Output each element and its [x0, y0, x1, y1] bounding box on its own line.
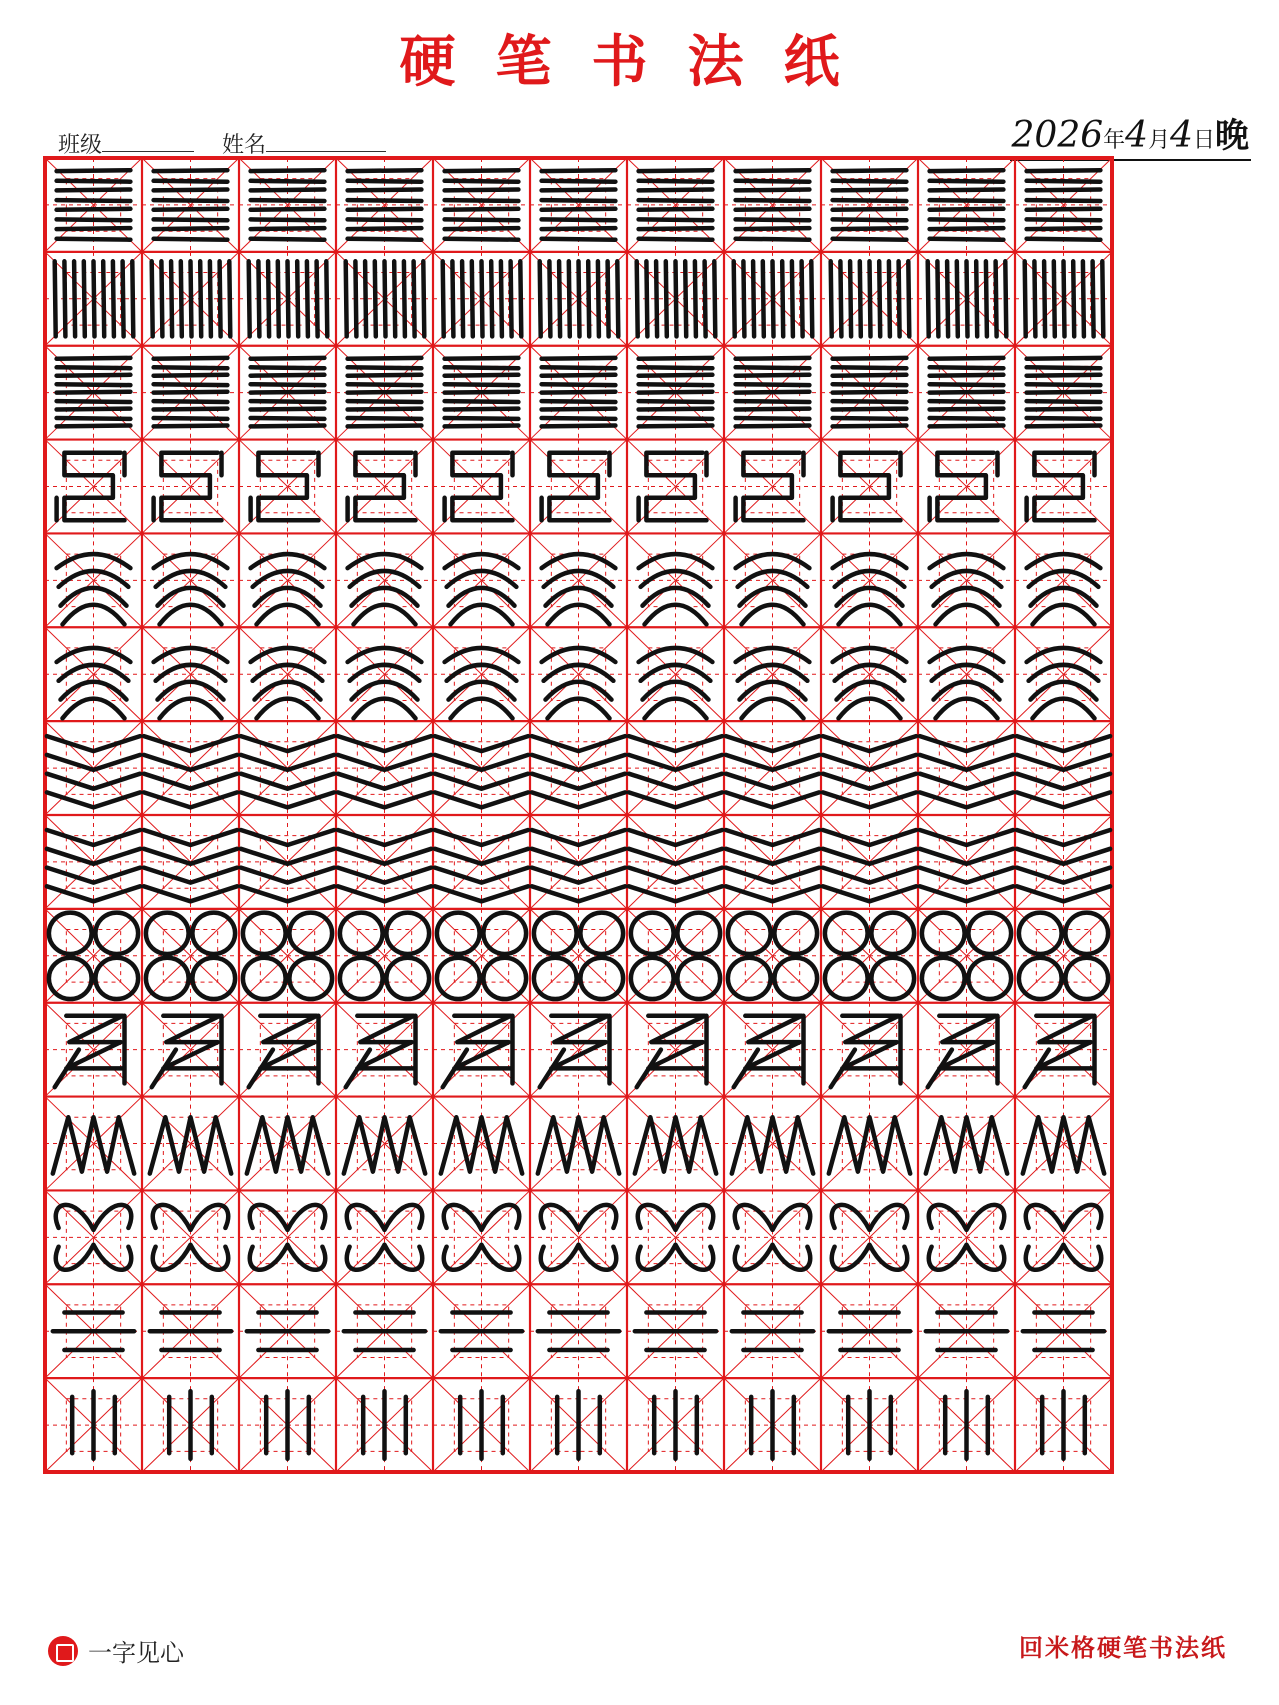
date-month-unit: 月 — [1148, 128, 1171, 153]
ink-stroke-vertical-lines — [443, 261, 522, 336]
paper-name: 回米格硬笔书法纸 — [1019, 1633, 1227, 1662]
ink-stroke-vertical-lines — [831, 261, 910, 336]
ink-stroke-vertical-lines — [346, 261, 425, 336]
ink-stroke-horizontal-lines-fine — [445, 358, 519, 427]
ink-stroke-vertical-lines — [1025, 261, 1104, 336]
seal-icon — [48, 1636, 78, 1666]
ink-stroke-horizontal-lines-fine — [348, 358, 422, 427]
date-year: 2026 — [1011, 115, 1104, 156]
ink-stroke-horizontal-lines-fine — [1027, 358, 1101, 427]
ink-stroke-horizontal-lines-fine — [542, 358, 616, 427]
brand — [48, 1633, 184, 1668]
ink-stroke-horizontal-lines-fine — [930, 358, 1004, 427]
ink-stroke-vertical-lines — [540, 261, 619, 336]
date-day: 4 — [1170, 115, 1193, 156]
ink-stroke-vertical-lines — [637, 261, 716, 336]
ink-stroke-vertical-lines — [928, 261, 1007, 336]
grid-lines — [45, 158, 1112, 1472]
ink-stroke-vertical-lines — [249, 261, 328, 336]
ink-stroke-horizontal-lines-fine — [736, 358, 810, 427]
ink-stroke-horizontal-lines-fine — [833, 358, 907, 427]
page-title: 硬笔书法纸 — [399, 29, 880, 95]
date-year-unit: 年 — [1103, 128, 1126, 153]
ink-stroke-horizontal-lines-fine — [639, 358, 713, 427]
ink-stroke-horizontal-lines-fine — [57, 358, 131, 427]
ink-stroke-horizontal-lines-fine — [154, 358, 228, 427]
name-label: 姓名 — [222, 133, 267, 158]
date-suffix: 晚 — [1215, 116, 1249, 156]
ink-stroke-vertical-lines — [152, 261, 231, 336]
date-day-unit: 日 — [1192, 128, 1215, 153]
ink-stroke-horizontal-lines-fine — [251, 358, 325, 427]
class-label: 班级 — [58, 133, 103, 158]
ink-stroke-vertical-lines — [55, 261, 134, 336]
brand-name: 一字见心 — [88, 1639, 184, 1667]
ink-stroke-vertical-lines — [734, 261, 813, 336]
date-month: 4 — [1125, 115, 1149, 156]
